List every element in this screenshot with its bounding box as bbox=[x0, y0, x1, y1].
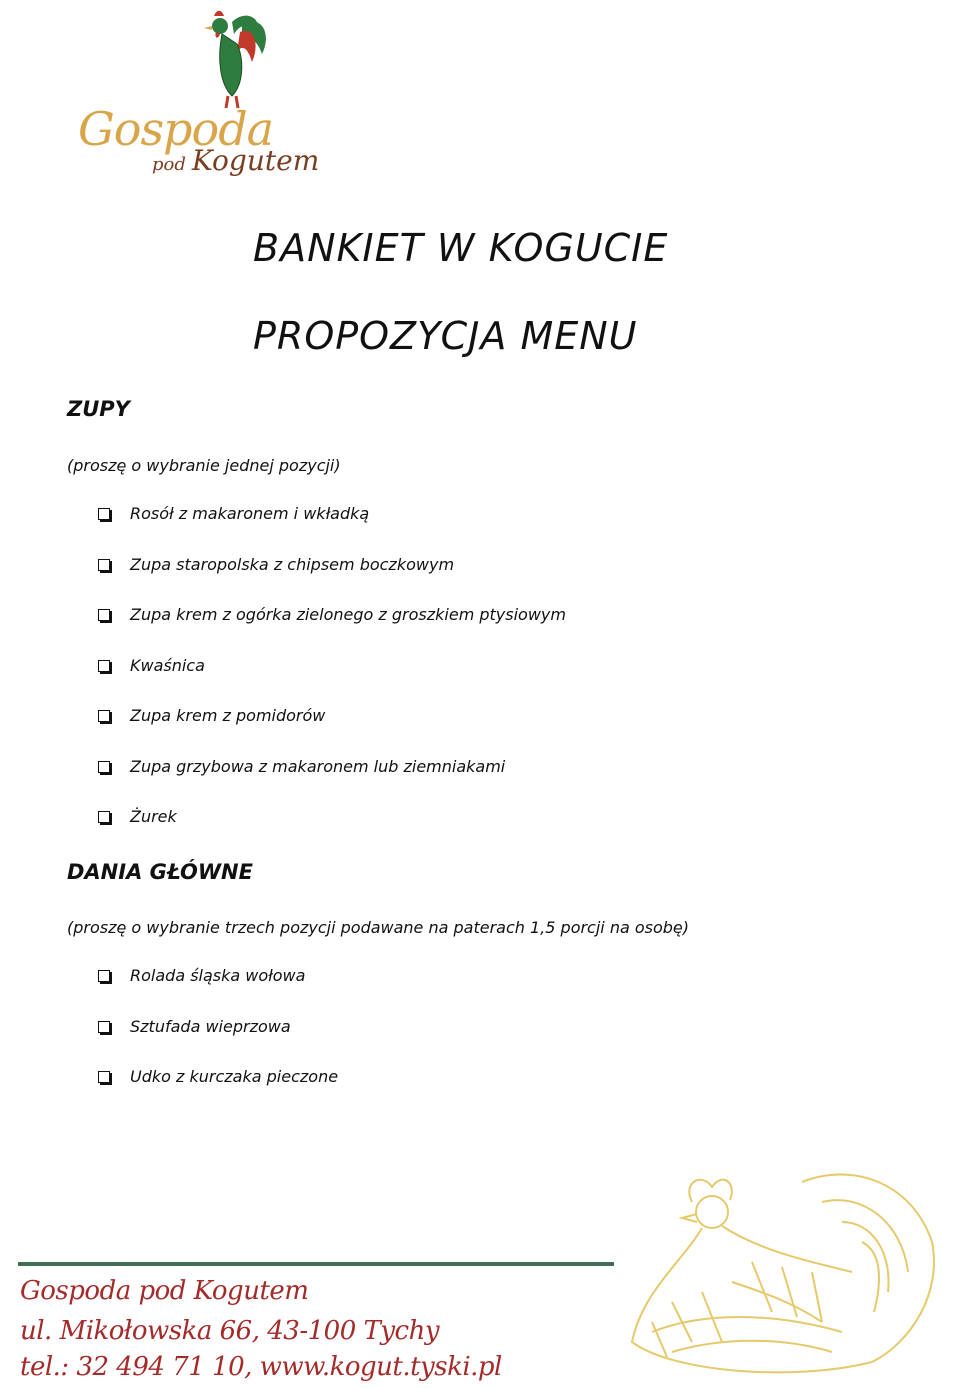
logo-subtitle-small: pod bbox=[152, 154, 186, 175]
rooster-logo-icon bbox=[72, 4, 302, 114]
footer-business-name: Gospoda pod Kogutem bbox=[20, 1276, 309, 1306]
rooster-watermark-icon bbox=[612, 1142, 960, 1388]
list-item bbox=[98, 966, 338, 1017]
main-dish-list bbox=[98, 966, 338, 1118]
list-item bbox=[98, 807, 566, 858]
checkbox-icon bbox=[98, 1021, 110, 1033]
checkbox-icon bbox=[98, 660, 110, 672]
logo-subtitle-name: Kogutem bbox=[191, 144, 320, 177]
list-item-label: Udko z kurczaka pieczone bbox=[130, 1067, 339, 1086]
checkbox-icon bbox=[98, 710, 110, 722]
list-item-label: Kwaśnica bbox=[130, 655, 205, 675]
list-item bbox=[98, 757, 566, 808]
list-item bbox=[98, 1017, 338, 1068]
list-item bbox=[98, 1067, 338, 1118]
list-item bbox=[98, 555, 566, 606]
checkbox-icon bbox=[98, 559, 110, 571]
logo-wordmark: Gospoda bbox=[78, 102, 274, 156]
list-item bbox=[98, 656, 566, 707]
list-item-label: Rolada śląska wołowa bbox=[130, 966, 306, 985]
list-item-label: Żurek bbox=[130, 807, 177, 826]
logo-subtitle bbox=[152, 144, 319, 177]
section-heading-main-dishes: DANIA GŁÓWNE bbox=[67, 860, 253, 884]
logo bbox=[72, 4, 320, 188]
section-note-main-dishes: (proszę o wybranie trzech pozycji podawane na paterach 1,5 porcji na osobę) bbox=[67, 918, 690, 937]
checkbox-icon bbox=[98, 508, 110, 520]
list-item-label: Zupa grzybowa z makaronem lub ziemniakami bbox=[130, 756, 506, 776]
soup-list bbox=[98, 504, 566, 858]
list-item-label: Zupa krem z pomidorów bbox=[130, 706, 326, 725]
page-subtitle: PROPOZYCJA MENU bbox=[253, 314, 638, 358]
checkbox-icon bbox=[98, 609, 110, 621]
checkbox-icon bbox=[98, 761, 110, 773]
footer-contact: tel.: 32 494 71 10, www.kogut.tyski.pl bbox=[20, 1352, 502, 1382]
checkbox-icon bbox=[98, 811, 110, 823]
list-item bbox=[98, 605, 566, 656]
list-item bbox=[98, 706, 566, 757]
list-item bbox=[98, 504, 566, 555]
section-heading-soups: ZUPY bbox=[67, 397, 130, 421]
list-item-label: Sztufada wieprzowa bbox=[130, 1016, 291, 1036]
section-note-soups: (proszę o wybranie jednej pozycji) bbox=[67, 456, 341, 475]
page-title: BANKIET W KOGUCIE bbox=[253, 226, 669, 270]
checkbox-icon bbox=[98, 970, 110, 982]
checkbox-icon bbox=[98, 1071, 110, 1083]
list-item-label: Zupa staropolska z chipsem boczkowym bbox=[130, 554, 455, 574]
footer-address: ul. Mikołowska 66, 43-100 Tychy bbox=[20, 1316, 440, 1346]
list-item-label: Zupa krem z ogórka zielonego z groszkiem ptysiowym bbox=[130, 605, 566, 624]
footer-divider bbox=[18, 1262, 614, 1266]
list-item-label: Rosół z makaronem i wkładką bbox=[130, 504, 370, 523]
